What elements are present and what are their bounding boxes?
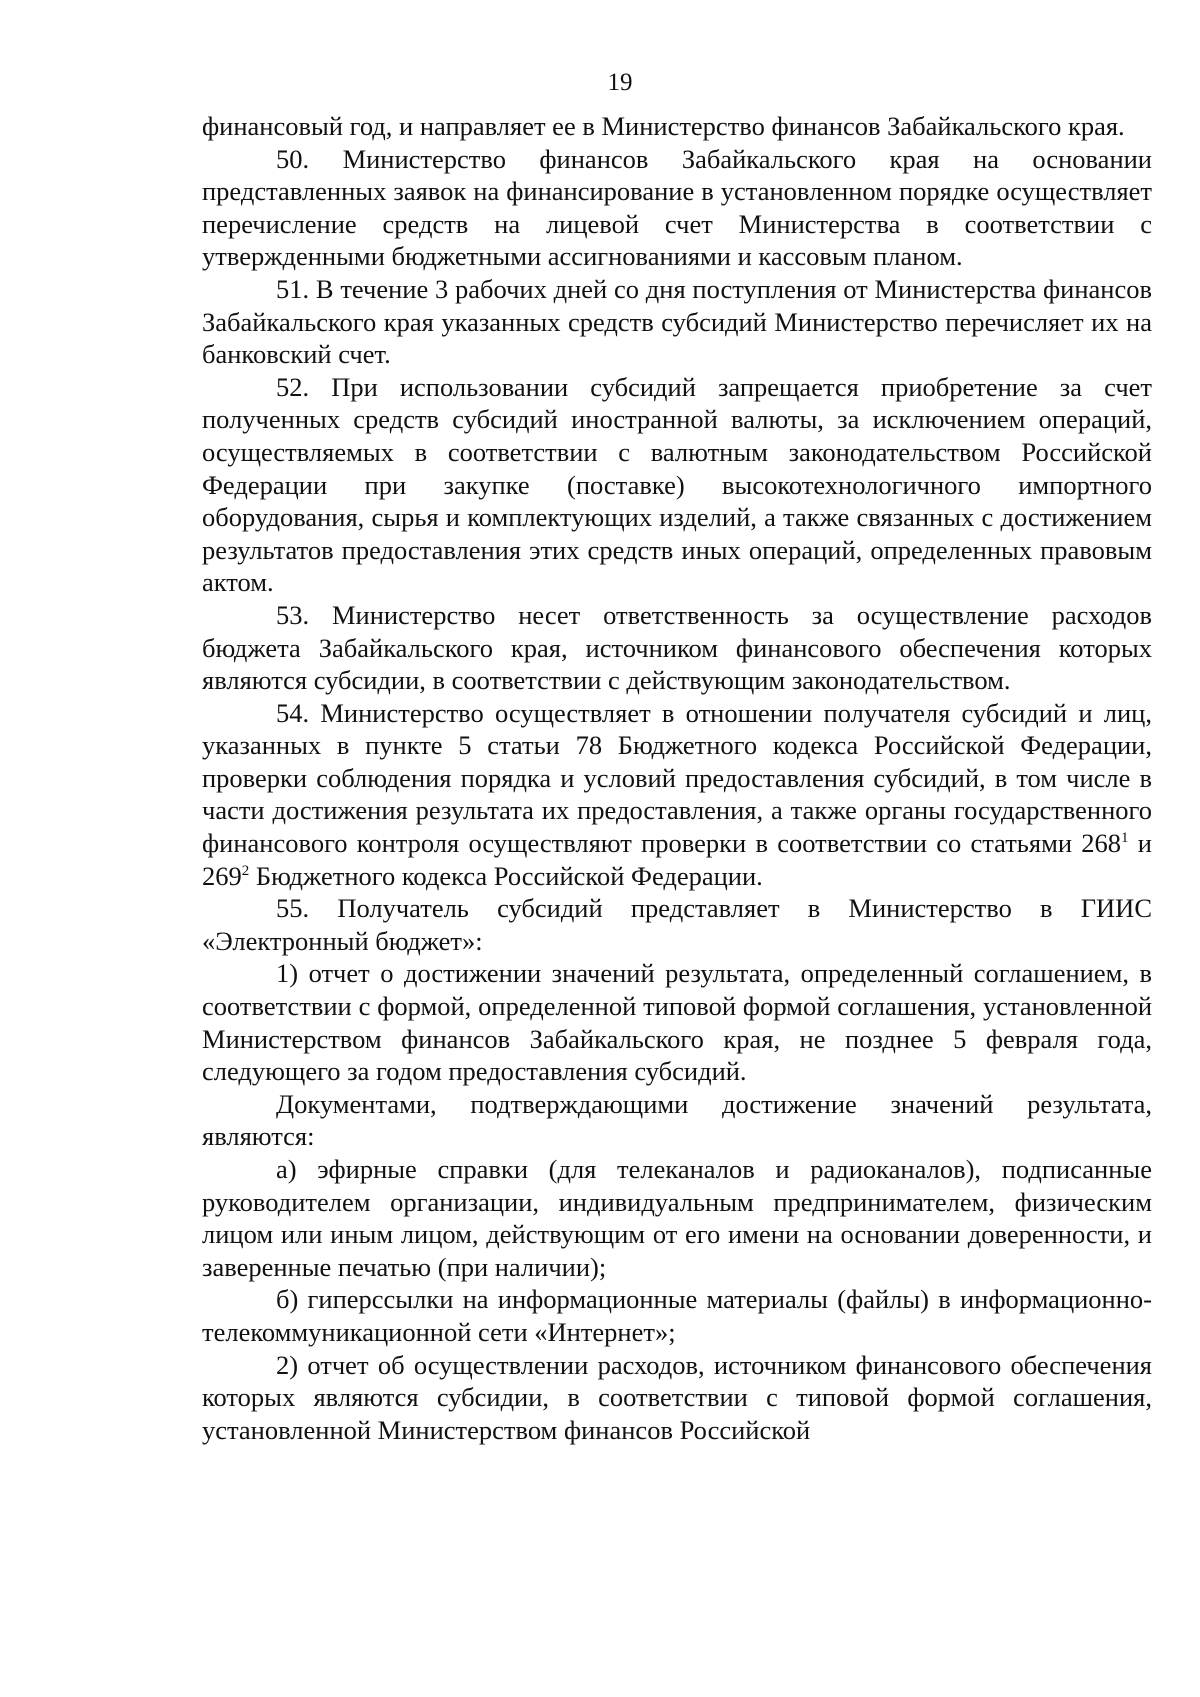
page-number: 19 xyxy=(607,69,633,96)
paragraph-54-between: и 269 xyxy=(202,828,1152,891)
paragraph-54 xyxy=(202,697,1152,893)
paragraph-documents: Документами, подтверждающими достижение значений результата, являются: xyxy=(202,1088,1152,1152)
paragraph-item-a: а) эфирные справки (для телеканалов и радиоканалов), подписанные руководителем организации, индивидуальным предпринимателем, физическим лицом или иным лицом, действующим от его имени на основании доверенности, и заверенные печатью (при наличии); xyxy=(202,1154,1152,1282)
paragraph-51: 51. В течение 3 рабочих дней со дня поступления от Министерства финансов Забайкальского края указанных средств субсидий Министерство перечисляет их на банковский счет. xyxy=(202,273,1152,370)
paragraph-52: 52. При использовании субсидий запрещается приобретение за счет полученных средств субсидий иностранной валюты, за исключением операций, осуществляемых в соответствии с валютным законодательством Российской Федерации при закупке (поставке) высокотехнологичного импортного оборудования, сырья и комплектующих изделий, а также связанных с достижением результатов предоставления этих средств иных операций, определенных правовым актом. xyxy=(202,371,1152,598)
paragraph-53: 53. Министерство несет ответственность за осуществление расходов бюджета Забайкальского края, источником финансового обеспечения которых являются субсидии, в соответствии с действующим законодательством. xyxy=(202,599,1152,696)
superscript-1: 1 xyxy=(1121,830,1129,847)
paragraph-54-end: Бюджетного кодекса Российской Федерации. xyxy=(249,860,763,891)
paragraph-55-item-2: 2) отчет об осуществлении расходов, источником финансового обеспечения которых являются субсидии, в соответствии с типовой формой соглашения, установленной Министерством финансов Российской xyxy=(202,1349,1152,1445)
paragraph-54-text: 54. Министерство осуществляет в отношении получателя субсидий и лиц, указанных в пункте 5 статьи 78 Бюджетного кодекса Российской Федерации, проверки соблюдения порядка и условий предоставления субсидий, в том числе в части достижения результата их предоставления, а также органы государственного финансового контроля осуществляют проверки в соответствии со статьями 268 xyxy=(202,697,1152,859)
paragraph-continuation: финансовый год, и направляет ее в Министерство финансов Забайкальского края. xyxy=(202,111,1125,141)
paragraph-55: 55. Получатель субсидий представляет в Министерство в ГИИС «Электронный бюджет»: xyxy=(202,893,1152,956)
superscript-2: 2 xyxy=(241,862,250,879)
document-body xyxy=(202,110,1152,1446)
paragraph-50: 50. Министерство финансов Забайкальского края на основании представленных заявок на финансирование в установленном порядке осуществляет перечисление средств на лицевой счет Министерства в соответствии с утвержденными бюджетными ассигнованиями и кассовым планом. xyxy=(202,143,1152,272)
paragraph-55-item-1: 1) отчет о достижении значений результата, определенный соглашением, в соответствии с формой, определенной типовой формой соглашения, установленной Министерством финансов Забайкальского края, не позднее 5 февраля года, следующего за годом предоставления субсидий. xyxy=(202,958,1152,1087)
paragraph-item-b: б) гиперссылки на информационные материалы (файлы) в информационно-телекоммуникационной сети «Интернет»; xyxy=(202,1284,1152,1347)
